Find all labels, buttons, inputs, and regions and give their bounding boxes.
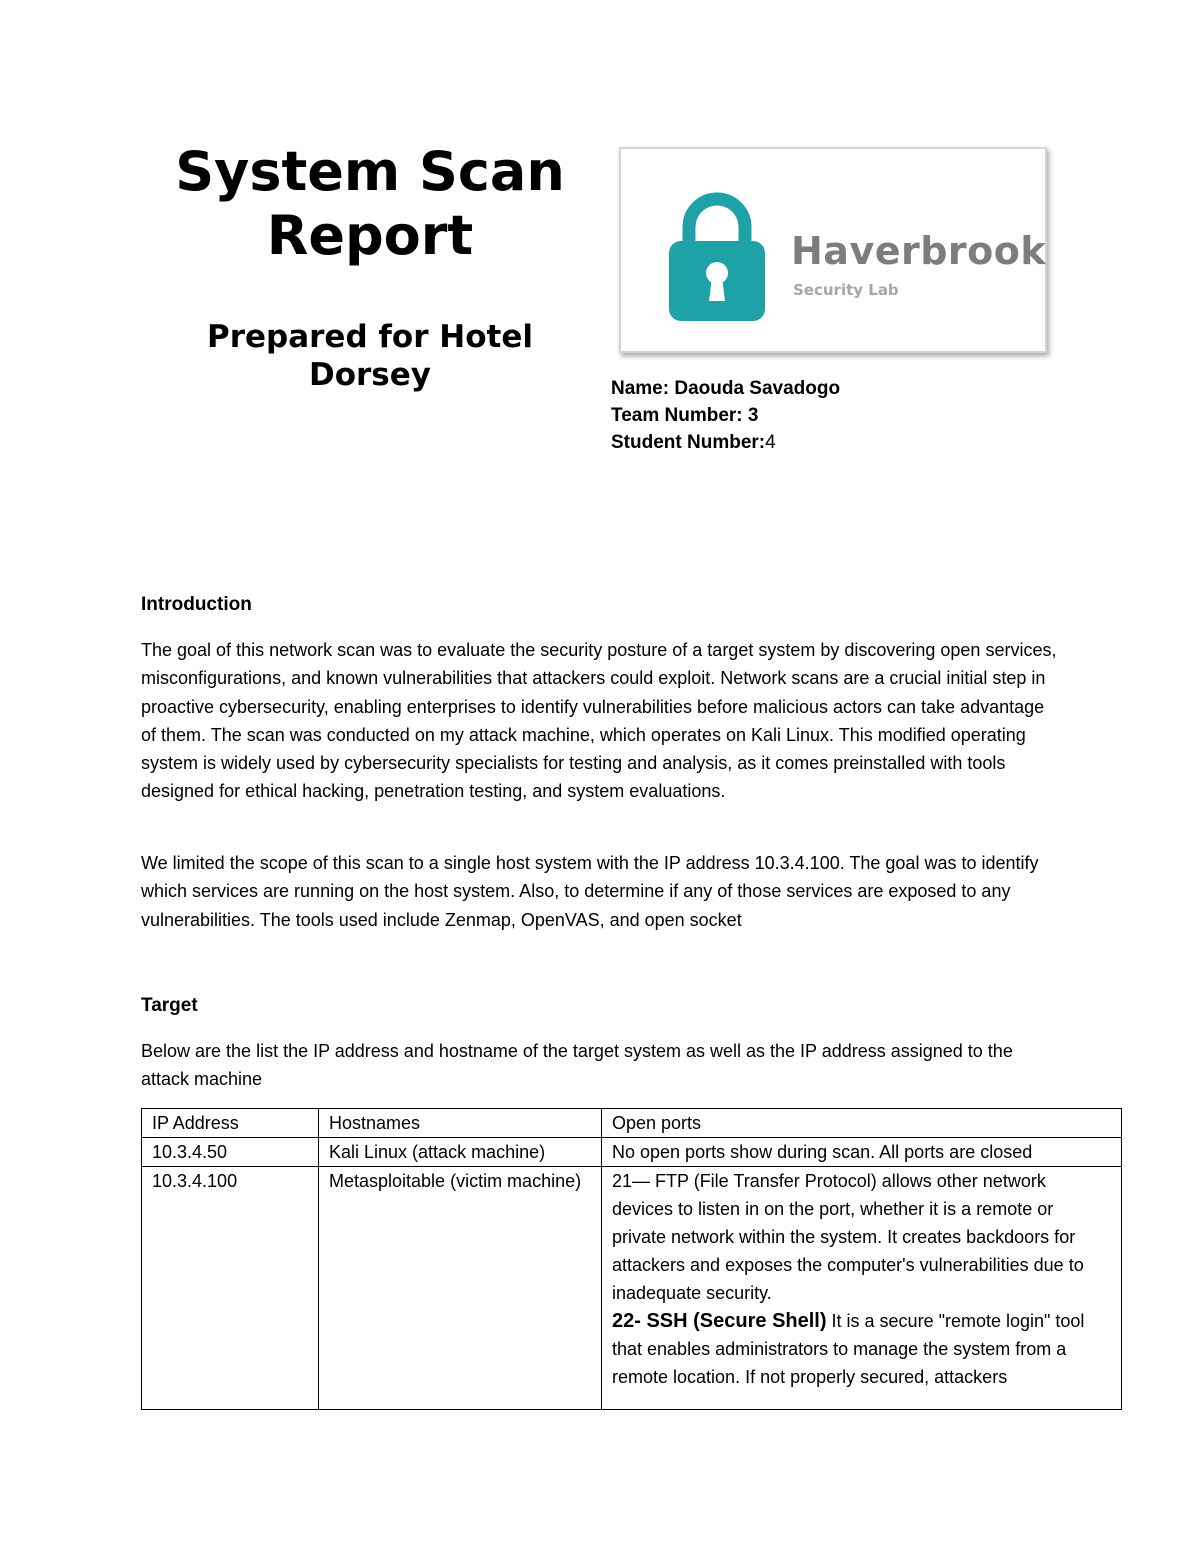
row-ip: 10.3.4.100	[142, 1167, 319, 1410]
team-value: 3	[747, 405, 759, 426]
row-open-ports	[602, 1167, 1122, 1410]
introduction-paragraph-2: We limited the scope of this scan to a single host system with the IP address 10.3.4.100. The goal was to identify which services are running on the host system. Also, to determine if any of those services are exposed to any vulnerabilities. The tools used include Zenmap, OpenVAS, and open socket	[141, 853, 1039, 930]
header-ip-address: IP Address	[142, 1109, 319, 1138]
row-open-ports: No open ports show during scan. All ports are closed	[602, 1138, 1122, 1167]
report-subtitle	[170, 318, 570, 394]
target-paragraph: Below are the list the IP address and hostname of the target system as well as the IP address assigned to the attack machine	[141, 1041, 1013, 1090]
report-title	[170, 140, 570, 268]
table-header-row	[142, 1109, 1122, 1138]
student-label: Student Number:	[611, 432, 766, 453]
logo-name: Haverbrook	[791, 229, 1047, 273]
padlock-icon	[667, 189, 767, 324]
team-label: Team Number:	[611, 405, 748, 426]
row-hostname: Metasploitable (victim machine)	[319, 1167, 602, 1410]
header-hostnames: Hostnames	[319, 1109, 602, 1138]
header-open-ports: Open ports	[602, 1109, 1122, 1138]
name-label: Name:	[611, 378, 675, 399]
row-ip: 10.3.4.50	[142, 1138, 319, 1167]
subtitle-line-2: Dorsey	[308, 357, 431, 393]
subtitle-line-1: Prepared for Hotel	[206, 319, 533, 355]
ssh-port-text: It is a secure "remote login" tool that enables administrators to manage the system from a remote location. If not properly secured, attackers	[612, 1311, 1085, 1387]
table-row	[142, 1167, 1122, 1410]
title-line-2: Report	[266, 204, 474, 267]
logo	[619, 147, 1047, 353]
student-number-row	[611, 429, 840, 456]
logo-tagline: Security Lab	[793, 281, 899, 299]
target-heading: Target	[141, 995, 198, 1016]
name-value: Daouda Savadogo	[674, 378, 841, 399]
introduction-heading: Introduction	[141, 594, 252, 615]
table-row	[142, 1138, 1122, 1167]
row-hostname: Kali Linux (attack machine)	[319, 1138, 602, 1167]
student-value: 4	[765, 432, 776, 453]
ftp-port-description: 21— FTP (File Transfer Protocol) allows other network devices to listen in on the port, whether it is a remote or private network within the system. It creates backdoors for attackers and exposes the computer's vulnerabilities due to inadequate security.	[612, 1171, 1084, 1303]
author-name-row	[611, 375, 840, 402]
introduction-paragraph-1: The goal of this network scan was to evaluate the security posture of a target system by discovering open services, misconfigurations, and known vulnerabilities that attackers could exploit. Network scans are a crucial initial step in proactive cybersecurity, enabling enterprises to identify vulnerabilities before malicious actors can take advantage of them. The scan was conducted on my attack machine, which operates on Kali Linux. This modified operating system is widely used by cybersecurity specialists for testing and analysis, as it comes preinstalled with tools designed for ethical hacking, penetration testing, and system evaluations.	[141, 640, 1057, 802]
ssh-port-label: 22- SSH (Secure Shell)	[612, 1310, 827, 1332]
team-number-row	[611, 402, 840, 429]
target-table	[141, 1108, 1122, 1410]
title-line-1: System Scan	[175, 140, 565, 203]
ssh-port-description	[612, 1307, 1111, 1391]
author-info	[611, 375, 840, 456]
